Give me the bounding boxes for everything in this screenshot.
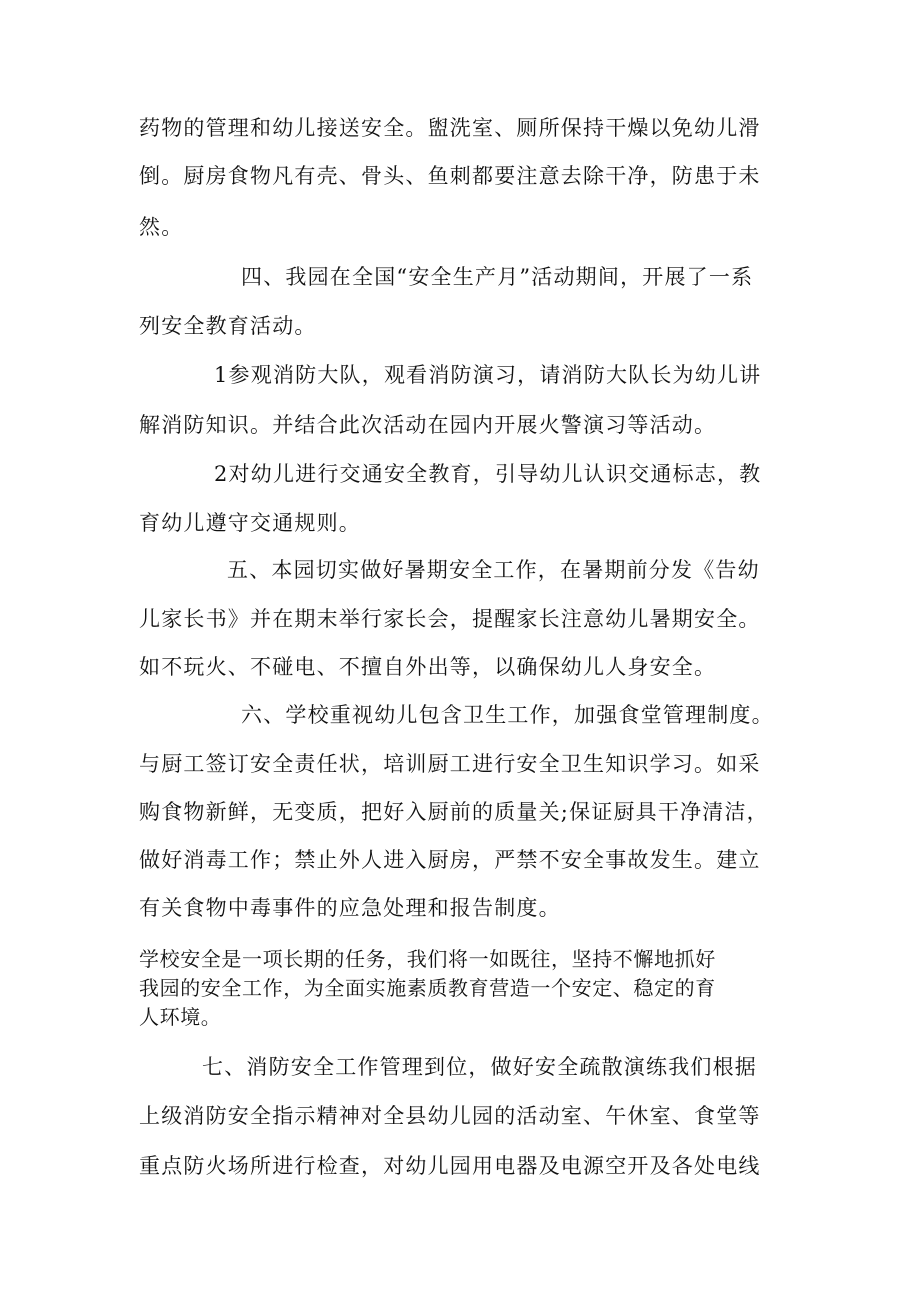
text-line: 七、消防安全工作管理到位，做好安全疏散演练我们根据	[202, 1055, 757, 1079]
text-line: 儿家长书》并在期末举行家长会，提醒家长注意幼儿暑期安全。	[139, 607, 761, 631]
text-line: 然。	[139, 215, 184, 239]
text-line: 上级消防安全指示精神对全县幼儿园的活动室、午休室、食堂等	[139, 1104, 761, 1128]
text-line: 列安全教育活动。	[139, 314, 317, 338]
text-line: 五、本园切实做好暑期安全工作，在暑期前分发《告幼	[227, 558, 760, 582]
text-line: 育幼儿遵守交通规则。	[139, 511, 361, 535]
text-line: 如不玩火、不碰电、不擅自外出等，以确保幼儿人身安全。	[139, 655, 717, 679]
text-line: 做好消毒工作；禁止外人进入厨房，严禁不安全事故发生。建立	[139, 848, 761, 872]
text-line: 2对幼儿进行交通安全教育，引导幼儿认识交通标志，教	[214, 462, 762, 486]
text-line: 解消防知识。并结合此次活动在园内开展火警演习等活动。	[139, 413, 717, 437]
text-line: 购食物新鲜，无变质，把好入厨前的质量关;保证厨具干净清洁，	[139, 800, 769, 824]
text-line: 与厨工签订安全责任状，培训厨工进行安全卫生知识学习。如采	[139, 752, 761, 776]
text-line: 六、学校重视幼儿包含卫生工作，加强食堂管理制度。	[241, 703, 774, 727]
text-line: 学校安全是一项长期的任务，我们将一如既往，坚持不懈地抓好	[139, 947, 716, 971]
text-line: 倒。厨房食物凡有壳、骨头、鱼刺都要注意去除干净，防患于未	[139, 164, 761, 188]
text-line: 药物的管理和幼儿接送安全。盥洗室、厕所保持干燥以免幼儿滑	[139, 116, 761, 140]
text-line: 四、我园在全国“安全生产月”活动期间，开展了一系	[241, 265, 754, 289]
text-line: 我园的安全工作，为全面实施素质教育营造一个安定、稳定的育	[139, 976, 716, 1000]
text-line: 重点防火场所进行检查，对幼儿园用电器及电源空开及各处电线	[139, 1154, 761, 1178]
text-line: 人环境。	[139, 1005, 222, 1029]
text-line: 1参观消防大队，观看消防演习，请消防大队长为幼儿讲	[214, 363, 762, 387]
text-line: 有关食物中毒事件的应急处理和报告制度。	[139, 896, 561, 920]
